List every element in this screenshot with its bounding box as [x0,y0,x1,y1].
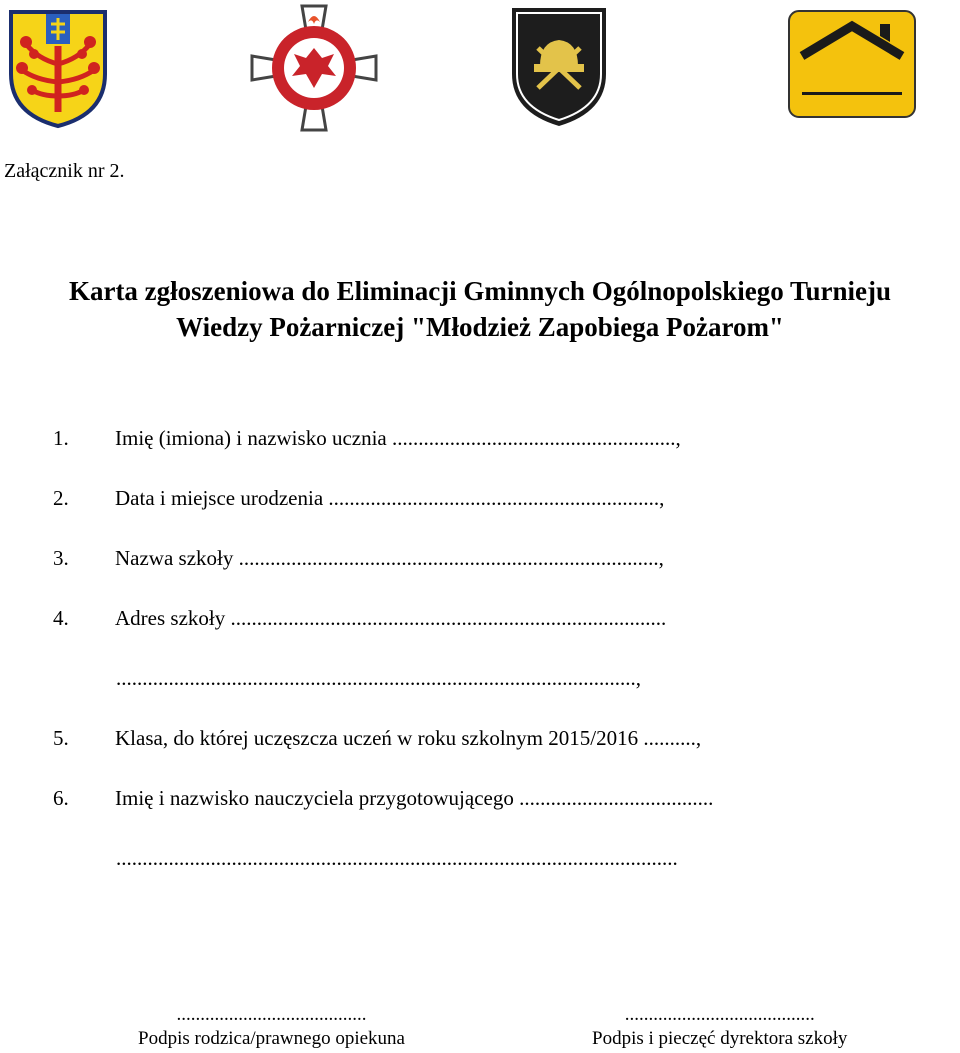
form-title-line-2: Wiedzy Pożarniczej "Młodzież Zapobiega Pożarom" [176,312,784,342]
field-label: Imię (imiona) i nazwisko ucznia ......................................................, [115,426,681,450]
parent-signature-label: Podpis rodzica/prawnego opiekuna [138,1028,405,1049]
field-label: Nazwa szkoły ................................................................................, [115,546,664,570]
house-icon [788,10,916,118]
firefighter-helmet-icon [508,4,610,129]
gok-zbuczyn-logo [788,10,916,118]
signature-dots: ........................................ [176,1004,367,1025]
field-number: 2. [53,486,69,510]
field-number: 5. [53,726,69,750]
director-signature-label: Podpis i pieczęć dyrektora szkoły [592,1028,848,1049]
field-class[interactable] [53,726,701,751]
field-number: 3. [53,546,69,570]
straz-zbuczyn-badge-logo [508,4,610,129]
field-label: Adres szkoły ................................................................................... [115,606,667,630]
director-signature-block[interactable] [592,1003,847,1051]
field-number: 4. [53,606,69,630]
field-number: 6. [53,786,69,810]
field-number: 1. [53,426,69,450]
field-label: Data i miejsce urodzenia ..............................................................., [115,486,665,510]
parent-signature-block[interactable] [138,1003,405,1051]
shield-tree-icon [8,4,108,129]
field-school-address-continuation[interactable]: ..................................................................................................., [116,666,641,690]
field-birth-date-place[interactable] [53,486,664,511]
field-teacher-name-continuation[interactable]: ........................................................................................................... [116,846,678,870]
coat-of-arms-logo [8,4,108,129]
annex-label: Załącznik nr 2. [4,160,125,182]
form-title-line-1: Karta zgłoszeniowa do Eliminacji Gminnych Ogólnopolskiego Turnieju [68,276,892,306]
field-school-name[interactable] [53,546,664,571]
field-label: Klasa, do której uczęszcza uczeń w roku szkolnym 2015/2016 .........., [115,726,702,750]
signature-dots: ........................................ [624,1004,815,1025]
field-label: Imię i nazwisko nauczyciela przygotowującego ..................................... [115,786,714,810]
zosp-rp-emblem-logo [250,4,378,132]
field-school-address[interactable] [53,606,666,631]
field-student-name[interactable] [53,426,681,451]
field-teacher-name[interactable] [53,786,713,811]
fire-brigade-cross-icon [250,4,378,132]
